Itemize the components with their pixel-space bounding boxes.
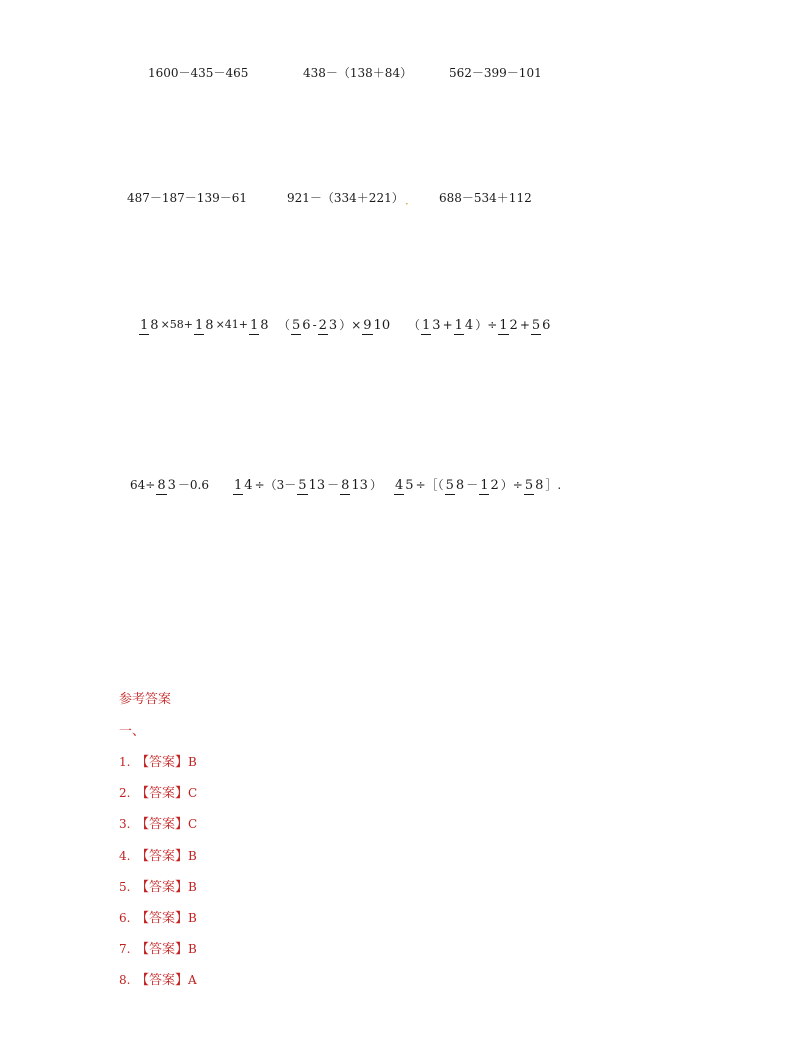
fraction: 4 5 xyxy=(395,478,414,493)
expression-2-1: 487－187－139－61 xyxy=(127,191,247,205)
fraction: 9 10 xyxy=(363,318,391,333)
fraction: 2 3 xyxy=(318,318,338,333)
fraction: 1 4 xyxy=(234,478,253,493)
answer-number: 1. xyxy=(119,755,131,769)
expression-1-2: 438－（138＋84） xyxy=(303,66,413,80)
expression-1-1: 1600－435－465 xyxy=(148,66,249,80)
fraction: 1 8 xyxy=(250,318,269,333)
answer-label: 【答案】 xyxy=(136,849,189,864)
fraction: 5 6 xyxy=(292,318,311,333)
answer-value: C xyxy=(188,817,198,831)
answer-item xyxy=(119,782,197,801)
answer-item xyxy=(119,751,197,770)
fraction: 1 2 xyxy=(480,478,499,493)
answer-label: 【答案】 xyxy=(136,911,189,926)
answer-value: B xyxy=(188,849,197,863)
answer-value: B xyxy=(188,880,197,894)
answer-number: 4. xyxy=(119,849,131,863)
fraction: 1 4 xyxy=(454,318,474,333)
answer-label: 【答案】 xyxy=(136,880,189,895)
answer-number: 5. xyxy=(119,880,131,894)
fraction: 8 13 xyxy=(341,478,368,493)
expression-4-3: 4 5 ÷［（ 5 8 － 1 2 ）÷ 5 8 ］. xyxy=(395,478,562,493)
fraction: 1 8 xyxy=(195,318,214,333)
answer-item xyxy=(119,845,197,864)
answer-item xyxy=(119,938,197,957)
answer-label: 【答案】 xyxy=(136,973,189,988)
answer-value: B xyxy=(188,755,197,769)
answer-item xyxy=(119,907,197,926)
expression-1-3: 562－399－101 xyxy=(449,66,542,80)
answer-number: 2. xyxy=(119,786,131,800)
expression-4-2: 1 4 ÷（3－ 5 13 － 8 13 ） xyxy=(234,478,382,493)
fraction: 5 8 xyxy=(445,478,465,493)
answer-label: 【答案】 xyxy=(136,942,189,957)
expression-2-2: 921－（334＋221） xyxy=(287,191,404,205)
fraction: 5 8 xyxy=(524,478,544,493)
answer-item xyxy=(119,876,197,895)
answer-number: 7. xyxy=(119,942,131,956)
expression-2-3: 688－534＋112 xyxy=(439,191,532,205)
answer-value: B xyxy=(188,942,197,956)
answer-item xyxy=(119,813,197,832)
expression-3-1: 1 8 ×58+ 1 8 ×41+ 1 8 xyxy=(140,318,269,333)
answer-number: 6. xyxy=(119,911,131,925)
expression-3-2: （ 5 6 - 2 3 ）× 9 10 xyxy=(278,318,391,333)
answer-number: 8. xyxy=(119,973,131,987)
fraction: 1 3 xyxy=(422,318,441,333)
answer-label: 【答案】 xyxy=(136,755,189,770)
fraction: 1 2 xyxy=(499,318,518,333)
fraction: 5 6 xyxy=(531,318,551,333)
fraction: 8 3 xyxy=(157,478,176,493)
expression-3-3: （ 1 3 + 1 4 ）÷ 1 2 + 5 6 xyxy=(408,318,551,333)
answer-label: 【答案】 xyxy=(136,786,189,801)
answers-section: 一、 xyxy=(119,724,146,739)
answer-label: 【答案】 xyxy=(136,817,189,832)
answer-number: 3. xyxy=(119,817,131,831)
answers-title: 参考答案 xyxy=(119,692,172,707)
fraction: 1 8 xyxy=(140,318,159,333)
answer-value: B xyxy=(188,911,197,925)
answer-value: A xyxy=(188,973,197,987)
expression-4-1: 64÷ 8 3 －0.6 xyxy=(130,478,209,493)
fraction: 5 13 xyxy=(298,478,326,493)
answer-value: C xyxy=(188,786,198,800)
answer-item xyxy=(119,969,197,988)
stray-dot: ． xyxy=(405,193,418,207)
